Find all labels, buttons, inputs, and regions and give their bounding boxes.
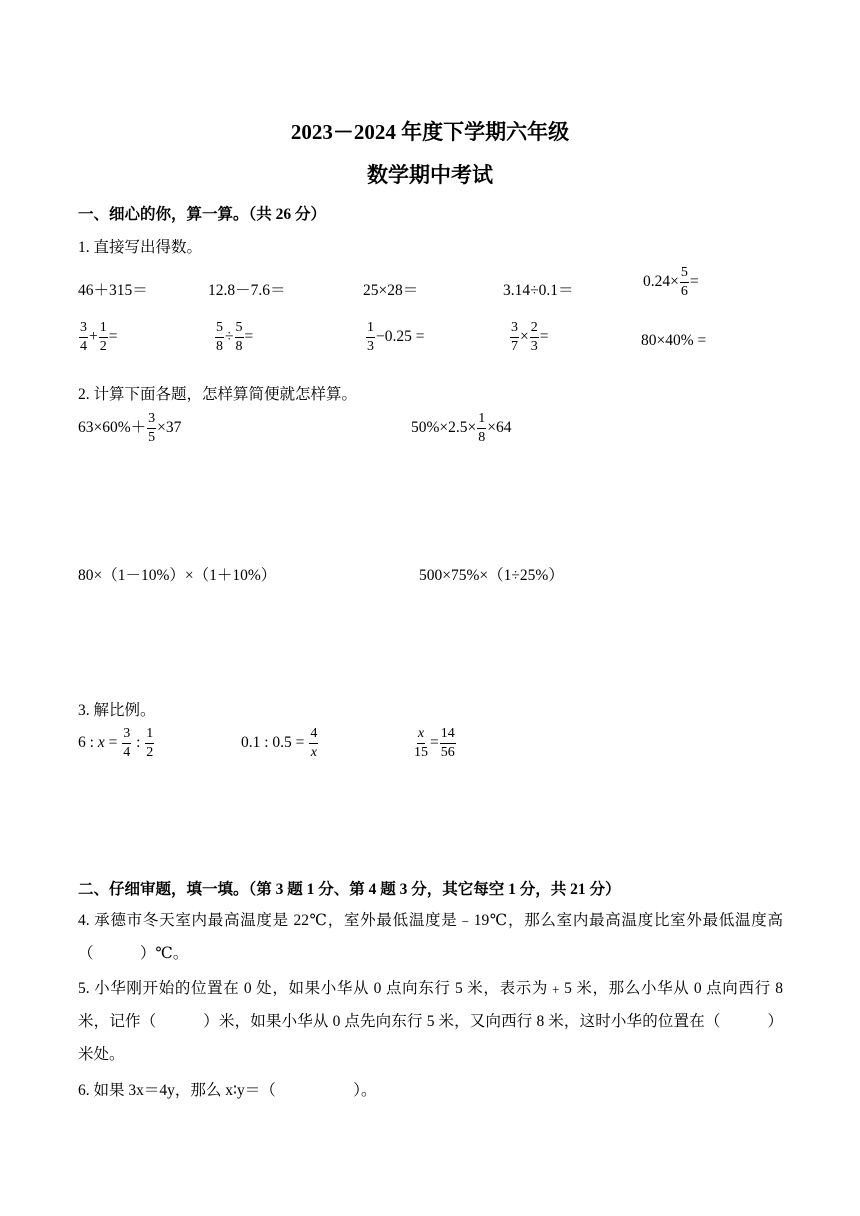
section1-heading: 一、细心的你，算一算。（共 26 分） (78, 206, 327, 223)
q2-problem4: 500×75%×（1÷25%） (419, 567, 564, 584)
fraction-numerator: 5 (680, 266, 689, 283)
fraction (510, 321, 519, 354)
operator: + (89, 328, 98, 346)
fraction (477, 412, 486, 445)
fraction-denominator: 2 (146, 745, 154, 760)
q1-r1-e-suffix: = (689, 273, 699, 291)
fraction (79, 321, 88, 354)
fraction-numerator: 1 (145, 727, 154, 744)
q1-r1-e-fraction (680, 266, 689, 299)
equals: = (108, 328, 118, 346)
fraction-denominator: x (310, 745, 317, 760)
q2-problem2 (411, 412, 512, 445)
q1-r1-e (643, 266, 699, 299)
fraction-numerator: 2 (530, 321, 539, 338)
q3-equation1 (78, 727, 155, 760)
fraction-numerator: 3 (122, 727, 131, 744)
fraction-denominator: 2 (99, 339, 107, 354)
operator: ÷ (225, 328, 234, 346)
fraction (147, 412, 156, 445)
fraction-numerator: 14 (440, 727, 456, 744)
q1-r2-b (214, 321, 253, 354)
q3-e1-prefix: 6 : (78, 734, 98, 752)
fraction-numerator: 1 (477, 412, 486, 429)
fraction (145, 727, 154, 760)
q3-equation3 (412, 727, 457, 760)
expression-rest: −0.25 = (376, 328, 425, 346)
fraction (235, 321, 244, 354)
q6-text: 6. 如果 3x＝4y，那么 x∶y＝（ ）。 (78, 1082, 377, 1099)
equals: = (104, 734, 122, 752)
fraction-numerator: 1 (366, 321, 375, 338)
q2-problem1 (78, 412, 181, 445)
variable-x: x (97, 734, 105, 752)
fraction-numerator: 3 (79, 321, 88, 338)
fraction-numerator: 5 (215, 321, 224, 338)
exam-title-line1: 2023－2024 年度下学期六年级 (290, 120, 570, 144)
fraction (530, 321, 539, 354)
fraction-denominator: 7 (511, 339, 518, 354)
equals: = (244, 328, 254, 346)
q1-r2-a (78, 321, 118, 354)
fraction (215, 321, 224, 354)
q1-r1-d: 3.14÷0.1＝ (503, 282, 574, 299)
q2-problem3: 80×（1－10%）×（1＋10%） (78, 567, 277, 584)
q2-p1-suffix: ×37 (157, 419, 182, 437)
fraction-denominator: 6 (680, 284, 688, 299)
section2-heading: 二、仔细审题，填一填。（第 3 题 1 分、第 4 题 3 分，其它每空 1 分，共 21 分） (78, 881, 621, 898)
q2-p1-prefix: 63×60%＋ (78, 419, 147, 437)
fraction-numerator: 5 (235, 321, 244, 338)
colon: : (132, 734, 145, 752)
fraction-numerator: 3 (510, 321, 519, 338)
fraction-numerator: 3 (147, 412, 156, 429)
q3-equation2 (241, 727, 319, 760)
equals: = (430, 734, 439, 752)
q2-prompt: 2. 计算下面各题，怎样算简便就怎样算。 (78, 386, 358, 403)
q2-p2-suffix: ×64 (487, 419, 512, 437)
exam-title-line2: 数学期中考试 (367, 163, 493, 187)
q1-prompt: 1. 直接写出得数。 (78, 239, 203, 256)
fraction-numerator: x (417, 727, 425, 744)
fraction (99, 321, 108, 354)
fraction-denominator: 5 (148, 430, 156, 445)
fraction-denominator: 8 (478, 430, 486, 445)
q2-p2-prefix: 50%×2.5× (411, 419, 477, 437)
q4-text: 4. 承德市冬天室内最高温度是 22℃，室外最低温度是﹣19℃，那么室内最高温度比室外最低温度高（ ）℃。 (78, 912, 783, 962)
fraction (122, 727, 131, 760)
q1-r1-b: 12.8－7.6＝ (208, 282, 286, 299)
q1-r2-e: 80×40% = (641, 332, 707, 349)
q3-e2-prefix: 0.1 : 0.5 = (241, 734, 309, 752)
operator: × (520, 328, 529, 346)
fraction-denominator: 3 (367, 339, 374, 354)
fraction-denominator: 8 (235, 339, 243, 354)
fraction (309, 727, 318, 760)
q1-r2-c (365, 321, 424, 354)
fraction (440, 727, 456, 760)
fraction (413, 727, 429, 760)
q1-r1-c: 25×28＝ (363, 282, 419, 299)
fraction-numerator: 4 (309, 727, 318, 744)
fraction-denominator: 15 (414, 745, 428, 760)
fraction-numerator: 1 (99, 321, 108, 338)
fraction-denominator: 4 (123, 745, 131, 760)
fraction-denominator: 56 (440, 745, 455, 760)
fraction-denominator: 8 (216, 339, 223, 354)
q3-prompt: 3. 解比例。 (78, 702, 156, 719)
fraction-denominator: 4 (80, 339, 87, 354)
q1-r1-e-prefix: 0.24× (643, 273, 679, 291)
fraction (366, 321, 375, 354)
equals: = (539, 328, 549, 346)
fraction-denominator: 3 (530, 339, 538, 354)
q5-text: 5. 小华刚开始的位置在 0 处，如果小华从 0 点向东行 5 米，表示为﹢5 米，那么小华从 0 点向西行 8 米，记作（ ）米，如果小华从 0 点先向东行 5 米，又向西行 8 米，这时小华的位置在（ ）米处。 (78, 980, 783, 1063)
q1-r1-a: 46＋315＝ (78, 282, 148, 299)
q1-r2-d (509, 321, 549, 354)
